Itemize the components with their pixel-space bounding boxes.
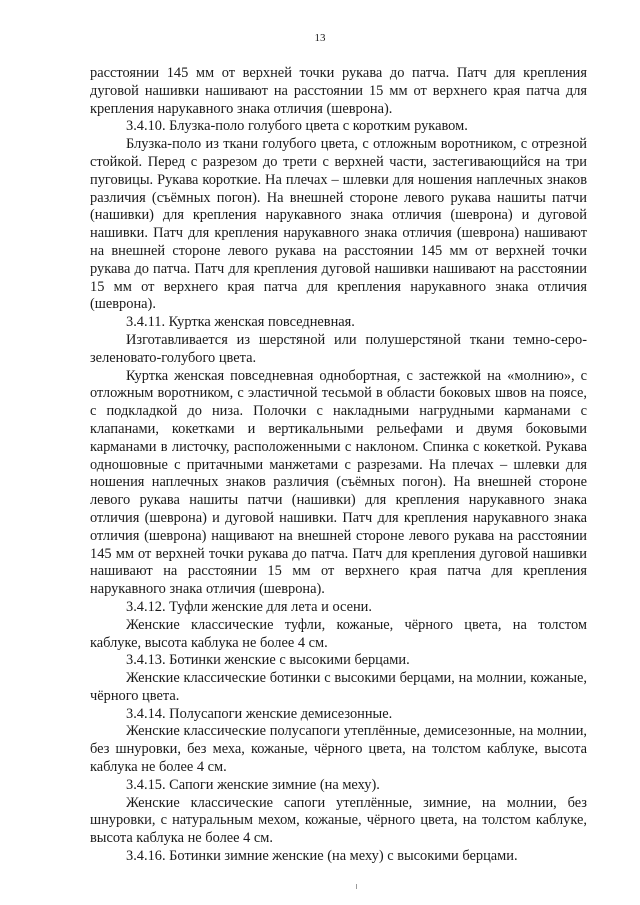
page-number: 13 <box>314 32 326 44</box>
section-heading-3-4-14: 3.4.14. Полусапоги женские демисезонные. <box>126 705 393 722</box>
section-heading-3-4-12: 3.4.12. Туфли женские для лета и осени. <box>126 598 372 615</box>
paragraph-boots-description: Женские классические ботинки с высокими берцами, на молнии, кожаные, чёрного цвета. <box>90 670 587 704</box>
paragraph-jacket-fabric: Изготавливается из шерстяной или полушерстяной ткани темно-серо-зеленовато-голубого цвета. <box>90 331 587 366</box>
section-heading-3-4-11: 3.4.11. Куртка женская повседневная. <box>126 314 355 331</box>
section-heading-3-4-13: 3.4.13. Ботинки женские с высокими берцами. <box>126 652 410 669</box>
section-heading-3-4-16: 3.4.16. Ботинки зимние женские (на меху) с высокими берцами. <box>126 848 518 865</box>
paragraph-polo-description: Блузка-поло из ткани голубого цвета, с отложным воротником, с отрезной стойкой. Перед с разрезом до трети с верхней части, застегивающийся на три пуговицы. Рукава короткие. На плечах – шлевки для ношения наплечных знаков различия (съёмных погон). На внешней стороне левого рукава нашиты патчи (нашивки) для крепления нарукавного знака отличия (шеврона) и дуговой нашивки. Патч для крепления нарукавного знака отличия (шеврона) нашивают на внешней стороне левого рукава на расстоянии 145 мм от верхней точки рукава до патча. Патч для крепления дуговой нашивки нашивают на расстоянии 15 мм от верхнего края патча для крепления нарукавного знака отличия (шеврона). <box>90 136 587 313</box>
paragraph-jacket-description: Куртка женская повседневная однобортная, с застежкой на «молнию», с отложным воротником, с эластичной тесьмой в области боковых швов на поясе, с подкладкой до низа. Полочки с накладными нагрудными карманами с клапанами, кокетками и вертикальными рельефами и двумя боковыми карманами в листочку, расположенными с наклоном. Спинка с кокеткой. Рукава одношовные с притачными манжетами с разрезами. На плечах – шлевки для ношения наплечных знаков различия (съёмных погон). На внешней стороне левого рукава нашиты патчи (нашивки) для крепления нарукавного знака отличия (шеврона) и дуговой нашивки. Патч для крепления нарукавного знака отличия (шеврона) нащивают на внешней стороне левого рукава на расстоянии 145 мм от верхней точки рукава до патча. Патч для крепления дуговой нашивки нашивают на расстоянии 15 мм от верхнего края патча для крепления нарукавного знака отличия (шеврона). <box>90 367 587 598</box>
section-heading-3-4-15: 3.4.15. Сапоги женские зимние (на меху). <box>126 776 380 793</box>
document-body <box>90 65 587 866</box>
paragraph-winter-boots-description: Женские классические сапоги утеплённые, зимние, на молнии, без шнуровки, с натуральным мехом, кожаные, чёрного цвета, на толстом каблуке, высота каблука не более 4 см. <box>90 794 587 847</box>
paragraph-half-boots-description: Женские классические полусапоги утеплённые, демисезонные, на молнии, без шнуровки, без меха, кожаные, чёрного цвета, на толстом каблуке, высота каблука не более 4 см. <box>90 723 587 776</box>
section-heading-3-4-10: 3.4.10. Блузка-поло голубого цвета с коротким рукавом. <box>126 118 468 135</box>
scan-mark <box>356 884 357 889</box>
paragraph-continuation: расстоянии 145 мм от верхней точки рукава до патча. Патч для крепления дуговой нашивки нашивают на расстоянии 15 мм от верхнего края патча для крепления нарукавного знака отличия (шеврона). <box>90 65 587 117</box>
paragraph-shoes-description: Женские классические туфли, кожаные, чёрного цвета, на толстом каблуке, высота каблука не более 4 см. <box>90 616 587 651</box>
